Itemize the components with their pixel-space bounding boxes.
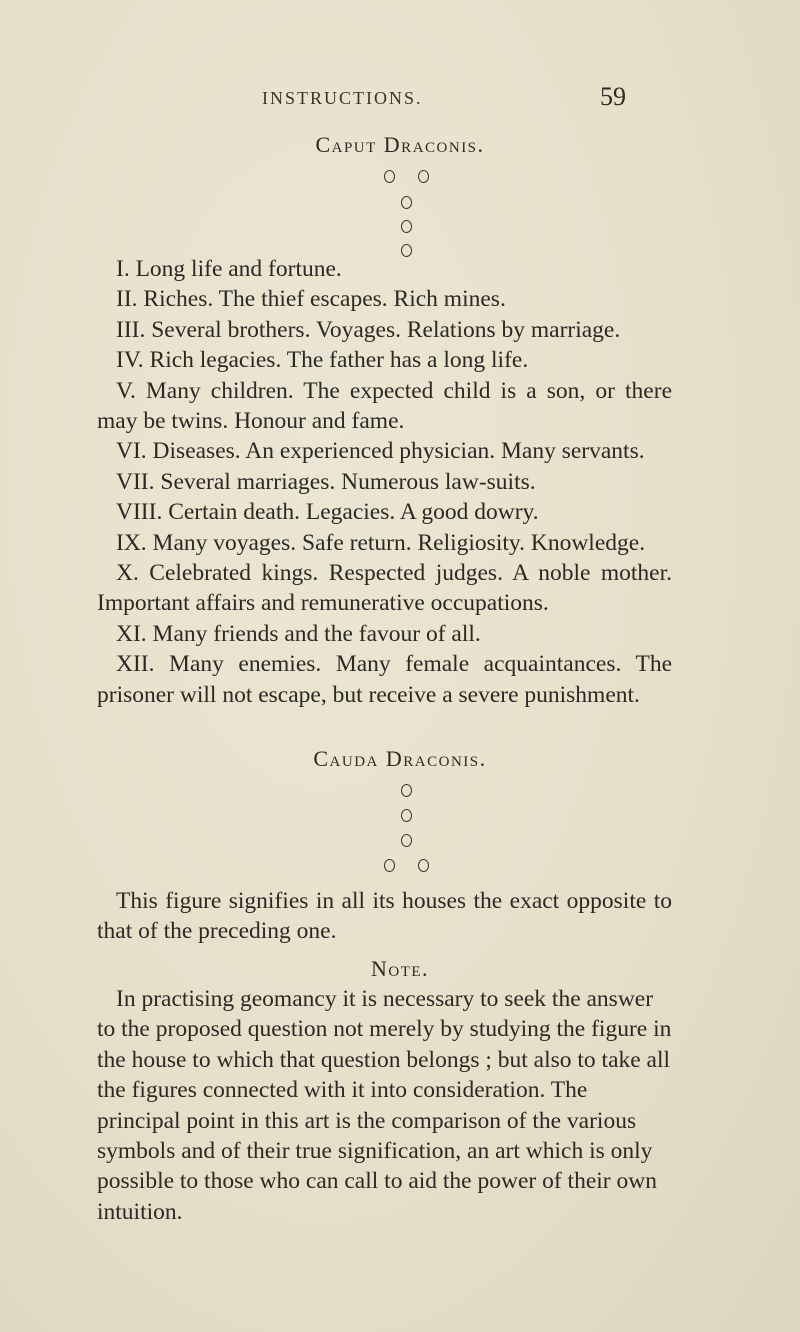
house-entry: I. Long life and fortune. [116,256,342,282]
page-number: 59 [600,82,626,111]
house-entry: II. Riches. The thief escapes. Rich mines. [116,286,506,313]
house-entry: IV. Rich legacies. The father has a long life. [116,347,529,374]
house-entry: XI. Many friends and the favour of all. [116,620,481,647]
house-entry: VII. Several marriages. Numerous law-suits. [116,468,536,495]
cauda-draconis-heading: Cauda Draconis. [313,746,487,771]
house-entry: XII. Many enemies. Many female acquaintances. The prisoner will not escape, but receive a severe punishment. [97,651,672,708]
figure-dot [384,170,395,183]
figure-dot [401,784,412,797]
figure-dot [418,170,429,183]
house-entry: VI. Diseases. An experienced physician. Many servants. [116,438,645,465]
house-entry: IX. Many voyages. Safe return. Religiosity. Knowledge. [116,529,646,556]
note-heading: Note. [370,956,430,981]
figure-dot [401,196,412,209]
house-entry: III. Several brothers. Voyages. Relations by marriage. [116,316,621,343]
caput-houses-list [0,254,800,710]
cauda-text: This figure signifies in all its houses the exact opposite to that of the preceding one. [97,888,672,945]
figure-dot [384,859,395,872]
figure-dot [401,809,412,822]
figure-dot [418,859,429,872]
figure-dot [401,834,412,847]
note-body [0,984,800,1227]
house-entry: X. Celebrated kings. Respected judges. A noble mother. Important affairs and remunerative occupations. [97,560,672,617]
house-entry: VIII. Certain death. Legacies. A good dowry. [116,499,539,526]
caput-draconis-heading: Caput Draconis. [315,132,485,157]
cauda-description [0,886,800,947]
running-title: INSTRUCTIONS. [262,88,423,108]
note-text: In practising geomancy it is necessary to seek the answer to the proposed question not merely by studying the figure in the house to which that question belongs ; but also to take all the figures connected with it into consideration. The principal point in this art is the comparison of the various symbols and of their true signification, an art which is only possible to those who can call to aid the power of their own intuition. [97,986,672,1225]
house-entry: V. Many children. The expected child is a son, or there may be twins. Honour and fame. [97,377,672,435]
figure-dot [401,220,412,233]
